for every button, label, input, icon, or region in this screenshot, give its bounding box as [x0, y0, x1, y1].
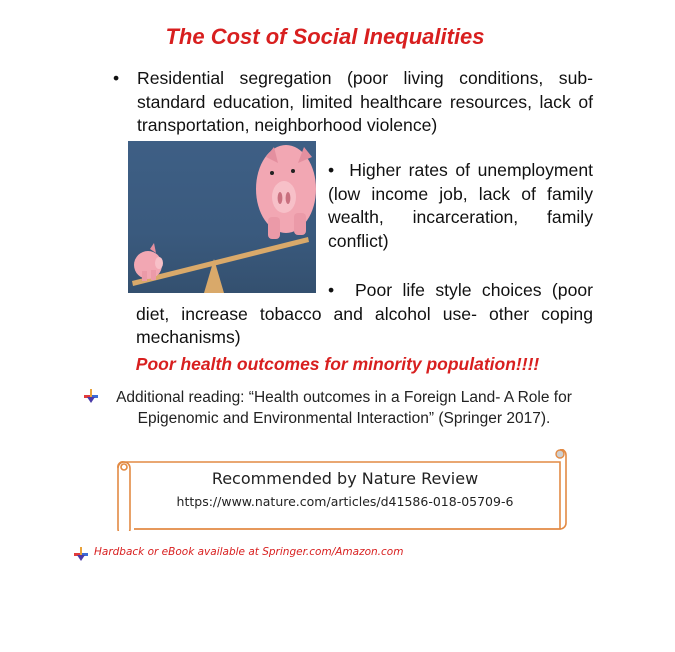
bullet-text: Residential segregation (poor living conditions, sub-standard education, limited healthcare resources, lack of transportation, neighborhood violence): [137, 68, 593, 135]
four-color-arrow-bullet-icon: [84, 389, 98, 403]
additional-reading: [84, 387, 604, 429]
scroll-banner: [116, 449, 574, 531]
availability-text: Hardback or eBook available at Springer.com/Amazon.com: [94, 546, 404, 558]
availability-note: [74, 546, 403, 558]
bullet-residential-segregation: [113, 67, 593, 138]
recommendation-heading: Recommended by Nature Review: [211, 469, 479, 488]
bullet-lifestyle-choices: [136, 279, 593, 350]
bullet-text: Poor life style choices (poor diet, increase tobacco and alcohol use- other coping mechanisms): [136, 280, 594, 347]
four-color-arrow-bullet-icon: [74, 547, 88, 561]
recommendation-url[interactable]: https://www.nature.com/articles/d41586-018-05709-6: [176, 494, 514, 509]
page-title: The Cost of Social Inequalities: [165, 24, 485, 49]
piggy-bank-seesaw-illustration-icon: [128, 141, 316, 293]
bullet-glyph: •: [328, 160, 335, 180]
bullet-text: Higher rates of unemployment (low income job, lack of family wealth, incarceration, family conflict): [328, 160, 593, 251]
conclusion-statement: Poor health outcomes for minority population!!!!: [135, 354, 540, 374]
additional-reading-text: Additional reading: “Health outcomes in a Foreign Land- A Role for Epigenomic and Environmental Interaction” (Springer 2017).: [116, 389, 572, 427]
bullet-glyph: •: [328, 280, 335, 300]
bullet-glyph: •: [113, 68, 120, 88]
bullet-unemployment: [328, 159, 593, 253]
piggy-bank-seesaw-image: [128, 141, 316, 293]
